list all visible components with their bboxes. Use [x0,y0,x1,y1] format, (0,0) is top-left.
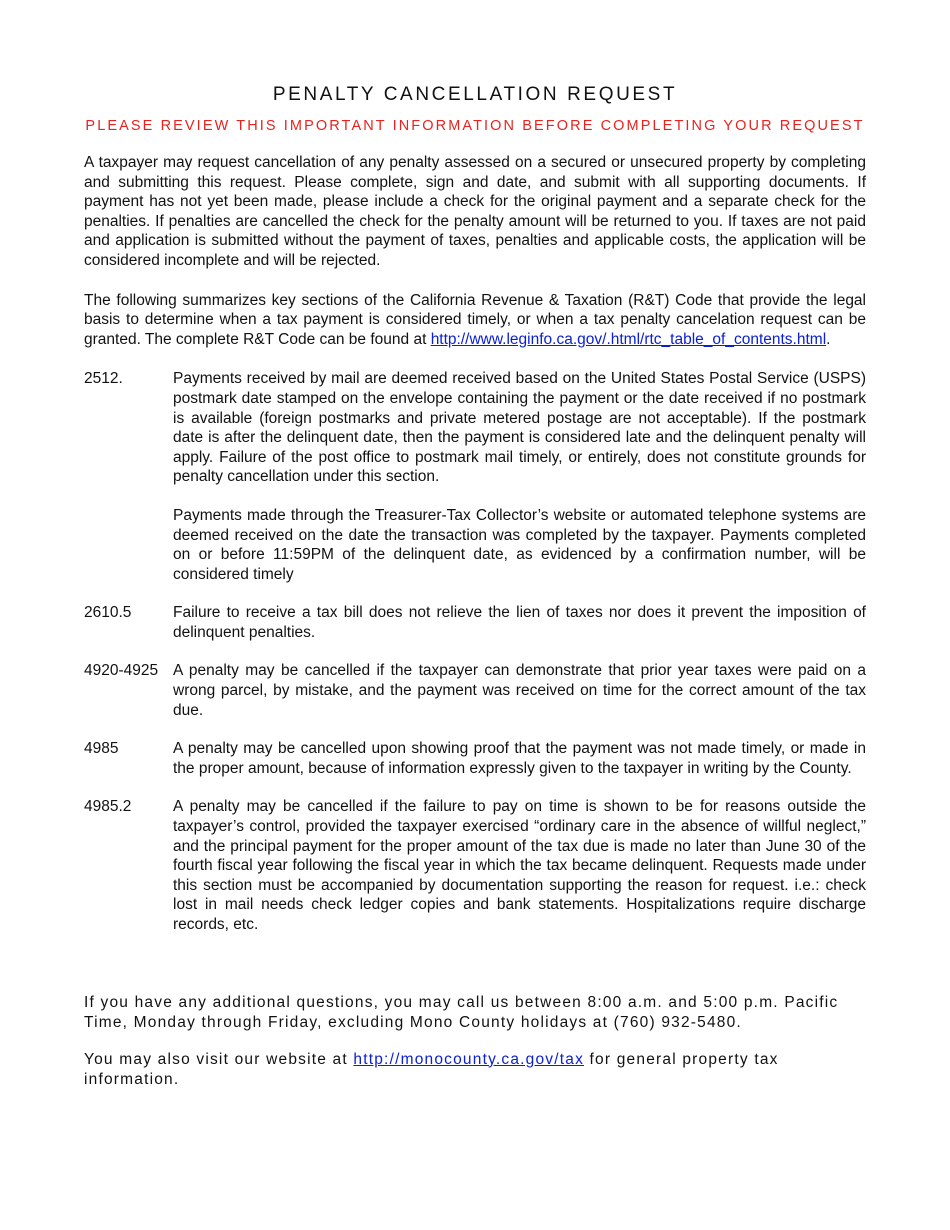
intro-paragraph: A taxpayer may request cancellation of any penalty assessed on a secured or unsecured property by completing and submitting this request. Please complete, sign and date, and submit with all supporting documents. If payment has not yet been made, please include a check for the original payment and a separate check for the penalties. If penalties are cancelled the check for the penalty amount will be returned to you. If taxes are not paid and application is submitted without the payment of taxes, penalties and applicable costs, the application will be considered incomplete and will be rejected. [84,154,866,269]
summary-paragraph [84,291,866,350]
summary-end: . [826,330,831,348]
section-paragraph: Failure to receive a tax bill does not relieve the lien of taxes nor does it prevent the imposition of delinquent penalties. [173,604,866,641]
section-paragraph: A penalty may be cancelled if the failure to pay on time is shown to be for reasons outside the taxpayer’s control, provided the taxpayer exercised “ordinary care in the absence of willful neglect,” and the principal payment for the proper amount of the tax due is made no later than June 30 of the fourth fiscal year following the fiscal year in which the tax became delinquent. Requests made under this section must be accompanied by documentation supporting the reason for request. i.e.: check lost in mail needs check ledger copies and bank statements. Hospitalizations require discharge records, etc. [173,798,866,933]
section-paragraph: A penalty may be cancelled upon showing proof that the payment was not made timely, or made in the proper amount, because of information expressly given to the taxpayer in writing by the County. [173,740,866,777]
website-paragraph [84,1050,866,1090]
section-4985-2 [84,797,866,934]
rt-code-link[interactable]: http://www.leginfo.ca.gov/.html/rtc_table_of_contents.html [430,330,827,348]
section-number: 4920-4925 [84,662,159,680]
page-title: PENALTY CANCELLATION REQUEST [272,84,678,105]
section-4920-4925 [84,661,866,720]
section-body [173,369,866,584]
section-2512 [84,369,866,584]
website-link[interactable]: http://monocounty.ca.gov/tax [353,1050,585,1068]
section-body [173,661,866,720]
section-number: 4985.2 [84,798,132,816]
website-text: You may also visit our website at [84,1050,354,1068]
section-body [173,797,866,934]
section-4985 [84,739,866,778]
section-number: 2512. [84,370,123,388]
section-body [173,739,866,778]
section-2610-5 [84,603,866,642]
section-number: 2610.5 [84,604,132,622]
section-paragraph: Payments made through the Treasurer-Tax Collector’s website or automated telephone systems are deemed received on the date the transaction was completed by the taxpayer. Payments completed on or before 11:59PM of the delinquent date, as evidenced by a confirmation number, will be considered timely [173,506,866,583]
document-page [84,84,866,1107]
section-number: 4985 [84,740,119,758]
summary-text: The following summarizes key sections of the California Revenue & Taxation (R&T) Code that provide the legal basis to determine when a tax payment is considered timely, or when a tax penalty cancelation request can be granted. The complete R&T Code can be found at [84,291,866,348]
section-body [173,603,866,642]
section-paragraph: A penalty may be cancelled if the taxpayer can demonstrate that prior year taxes were paid on a wrong parcel, by mistake, and the payment was received on time for the correct amount of the tax due. [173,662,866,719]
website-text-end: for general property tax information. [84,1050,779,1088]
important-notice: PLEASE REVIEW THIS IMPORTANT INFORMATION BEFORE COMPLETING YOUR REQUEST [85,118,865,134]
contact-paragraph: If you have any additional questions, you may call us between 8:00 a.m. and 5:00 p.m. Pacific Time, Monday through Friday, excluding Mono County holidays at (760) 932-5480. [84,993,839,1031]
section-paragraph: Payments received by mail are deemed received based on the United States Postal Service (USPS) postmark date stamped on the envelope containing the payment or the date received if no postmark is available (foreign postmarks and private metered postage are not acceptable). If the postmark date is after the delinquent date, then the payment is considered late and the delinquent penalty will apply. Failure of the post office to postmark mail timely, or entirely, does not constitute grounds for penalty cancellation under this section. [173,370,866,486]
